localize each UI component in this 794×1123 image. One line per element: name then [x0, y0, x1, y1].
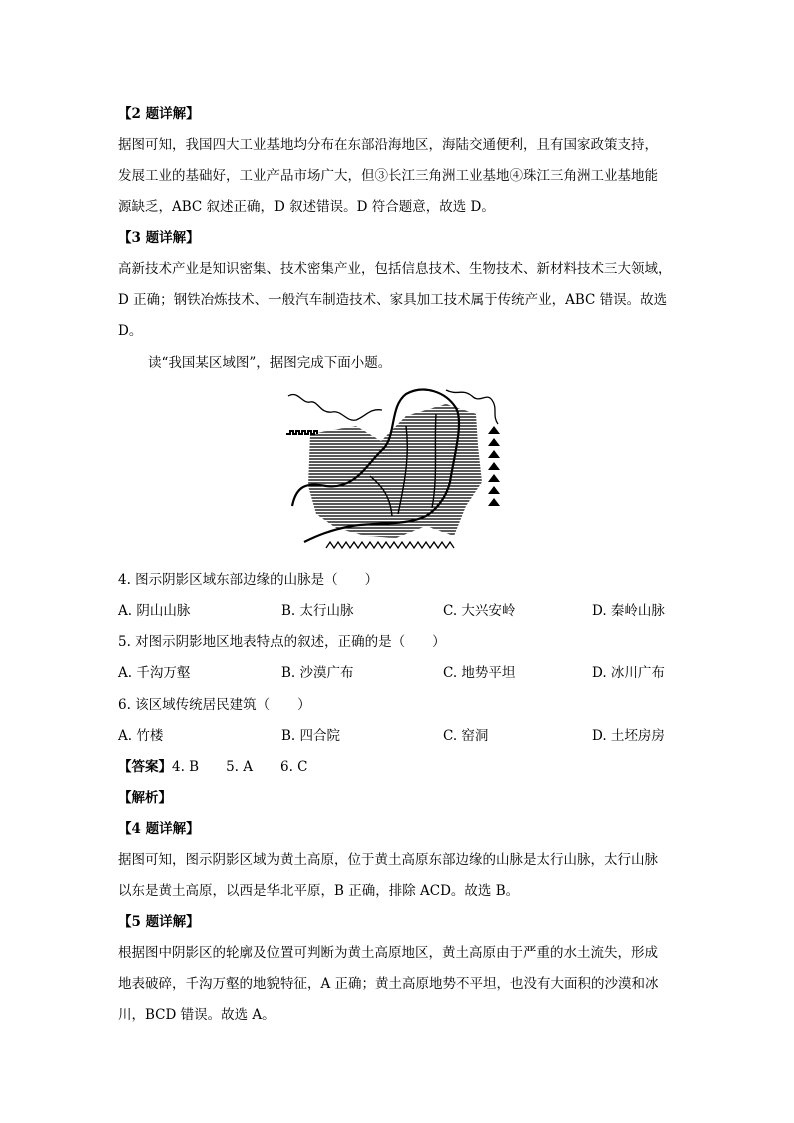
q3-explanation-line-1: 高新技术产业是知识密集、技术密集产业，包括信息技术、生物技术、新材料技术三大领域，: [118, 261, 672, 277]
q5-option-a: A. 千沟万壑: [118, 665, 191, 681]
question-5-stem: 5. 对图示阴影地区地表特点的叙述，正确的是（ ）: [118, 634, 446, 650]
q6-option-d: D. 土坯房房: [592, 728, 665, 744]
q5-option-d: D. 冰川广布: [592, 665, 665, 681]
great-wall: [286, 431, 317, 434]
section-q4-title: 【4 题详解】: [118, 821, 200, 837]
q4-explanation-line-2: 以东是黄土高原，以西是华北平原，B 正确，排除 ACD。故选 B。: [118, 883, 520, 899]
q5-explanation-line-1: 根据图中阴影区的轮廓及位置可判断为黄土高原地区，黄土高原由于严重的水土流失，形成: [118, 945, 658, 961]
q4-option-d: D. 秦岭山脉: [592, 603, 665, 619]
section-q5-title: 【5 题详解】: [118, 914, 200, 930]
q4-option-c: C. 大兴安岭: [443, 603, 516, 619]
q4-option-a: A. 阴山山脉: [118, 603, 191, 619]
region-map-figure: [286, 386, 508, 558]
answer-line: [118, 757, 688, 777]
region-map: [286, 386, 508, 558]
question-4-stem: 4. 图示阴影区域东部边缘的山脉是（ ）: [118, 572, 379, 588]
q6-option-b: B. 四合院: [281, 728, 341, 744]
q3-explanation-line-2: D 正确；钢铁冶炼技术、一般汽车制造技术、家具加工技术属于传统产业，ABC 错误。故选: [118, 292, 668, 308]
answer-label: 【答案】: [118, 759, 172, 775]
mountain-ridge: [326, 542, 454, 548]
q5-explanation-line-2: 地表破碎，千沟万壑的地貌特征，A 正确；黄土高原地势不平坦，也没有大面积的沙漠和冰: [118, 976, 659, 992]
q4-option-b: B. 太行山脉: [281, 603, 354, 619]
q6-option-c: C. 窑洞: [443, 728, 489, 744]
q2-explanation-line-3: 源缺乏，ABC 叙述正确，D 叙述错误。D 符合题意，故选 D。: [118, 199, 495, 215]
section-q3-title: 【3 题详解】: [118, 230, 200, 246]
q4-explanation-line-1: 据图可知，图示阴影区域为黄土高原，位于黄土高原东部边缘的山脉是太行山脉，太行山脉: [118, 852, 658, 868]
question-6-stem: 6. 该区域传统居民建筑（ ）: [118, 697, 311, 713]
q2-explanation-line-1: 据图可知，我国四大工业基地均分布在东部沿海地区，海陆交通便利，且有国家政策支持，: [118, 137, 658, 153]
q6-option-a: A. 竹楼: [118, 728, 164, 744]
section-q2-title: 【2 题详解】: [118, 106, 200, 122]
analysis-label: 【解析】: [118, 790, 172, 806]
q5-option-b: B. 沙漠广布: [281, 665, 354, 681]
shaded-region: [308, 404, 482, 538]
q5-explanation-line-3: 川，BCD 错误。故选 A。: [118, 1007, 276, 1023]
q2-explanation-line-2: 发展工业的基础好，工业产品市场广大，但③长江三角洲工业基地④珠江三角洲工业基地能: [118, 168, 658, 184]
q5-option-c: C. 地势平坦: [443, 665, 516, 681]
tree-ridge: [488, 426, 500, 506]
map-intro: 读“我国某区域图”，据图完成下面小题。: [148, 355, 392, 371]
answer-text: 4. B 5. A 6. C: [172, 759, 308, 775]
q3-explanation-line-3: D。: [118, 323, 143, 339]
